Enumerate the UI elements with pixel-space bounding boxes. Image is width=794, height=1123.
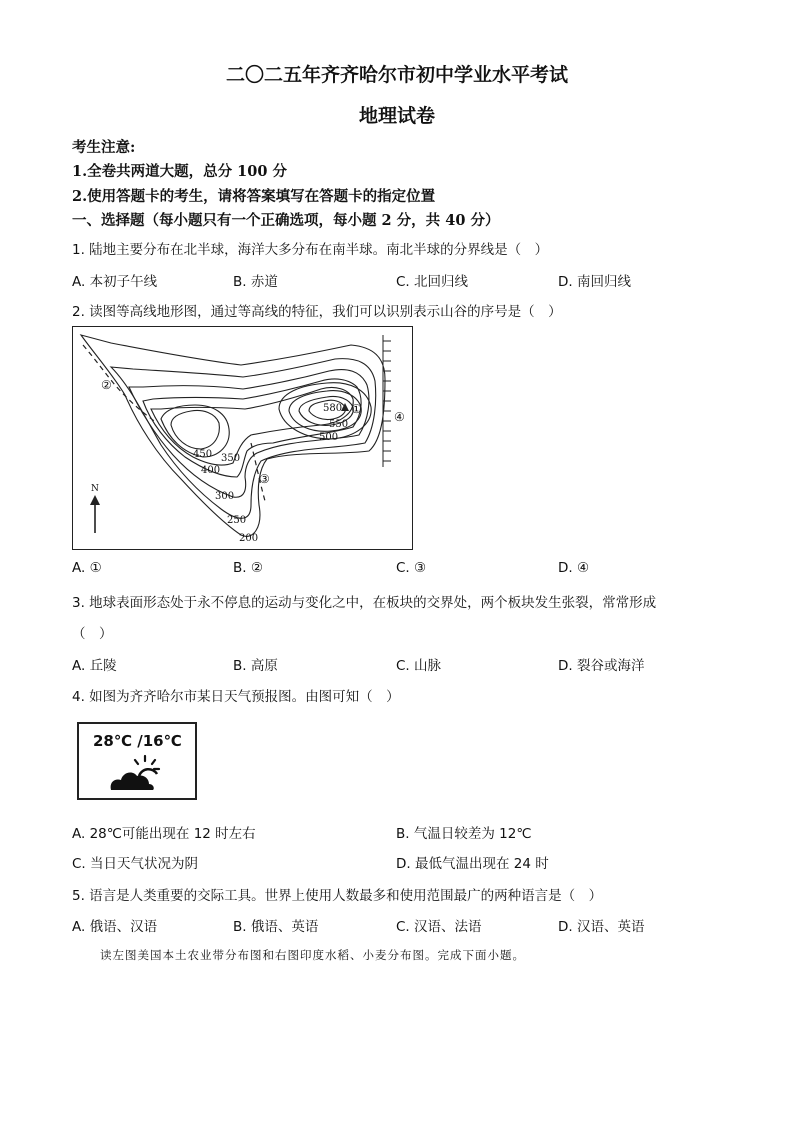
q5-option-d[interactable]: D. 汉语、英语 xyxy=(558,919,645,935)
notice-line-1: 1.全卷共两道大题，总分 100 分 xyxy=(72,163,287,180)
question-3-stem-line1: 3. 地球表面形态处于永不停息的运动与变化之中，在板块的交界处，两个板块发生张裂，常常形成 xyxy=(72,595,657,611)
north-arrow-icon xyxy=(90,495,100,533)
label-250: 250 xyxy=(227,515,247,526)
question-2-stem: 2. 读图等高线地形图，通过等高线的特征，我们可以识别表示山谷的序号是（ ） xyxy=(72,304,562,320)
q3-option-c[interactable]: C. 山脉 xyxy=(396,658,442,674)
notice-heading: 考生注意: xyxy=(72,139,136,156)
label-300: 300 xyxy=(215,491,235,502)
q4-option-d[interactable]: D. 最低气温出现在 24 时 xyxy=(396,856,549,872)
q4-option-b[interactable]: B. 气温日较差为 12℃ xyxy=(396,826,532,842)
question-5-stem: 5. 语言是人类重要的交际工具。世界上使用人数最多和使用范围最广的两种语言是（ ） xyxy=(72,888,603,904)
question-4-stem: 4. 如图为齐齐哈尔市某日天气预报图。由图可知（ ） xyxy=(72,689,400,705)
label-400: 400 xyxy=(201,465,221,476)
q3-option-b[interactable]: B. 高原 xyxy=(233,658,278,674)
marker-2: ② xyxy=(101,378,112,392)
q5-option-c[interactable]: C. 汉语、法语 xyxy=(396,919,482,935)
contour-map xyxy=(72,326,413,550)
marker-1: ① xyxy=(351,402,362,416)
q2-option-a[interactable]: A. ① xyxy=(72,560,102,576)
weather-forecast-card xyxy=(77,722,197,800)
label-550: 550 xyxy=(329,419,349,430)
q4-option-a[interactable]: A. 28℃可能出现在 12 时左右 xyxy=(72,826,256,842)
q2-option-d[interactable]: D. ④ xyxy=(558,560,590,576)
exam-subtitle: 地理试卷 xyxy=(358,105,435,127)
partly-cloudy-icon xyxy=(107,754,167,794)
section-heading: 一、选择题（每小题只有一个正确选项，每小题 2 分，共 40 分） xyxy=(72,212,500,229)
question-3-stem-line2: （ ） xyxy=(72,626,113,642)
q1-option-a[interactable]: A. 本初子午线 xyxy=(72,274,158,290)
notice-line-2: 2.使用答题卡的考生，请将答案填写在答题卡的指定位置 xyxy=(72,188,436,205)
contour-map-svg xyxy=(73,327,414,551)
label-350: 350 xyxy=(221,453,241,464)
exam-title: 二〇二五年齐齐哈尔市初中学业水平考试 xyxy=(225,64,568,86)
label-580: 580 xyxy=(323,403,343,414)
q5-option-b[interactable]: B. 俄语、英语 xyxy=(233,919,319,935)
north-label: N xyxy=(91,484,99,494)
q4-option-c[interactable]: C. 当日天气状况为阴 xyxy=(72,856,199,872)
q5-option-a[interactable]: A. 俄语、汉语 xyxy=(72,919,158,935)
label-450: 450 xyxy=(193,449,213,460)
label-200: 200 xyxy=(239,533,259,544)
reading-instruction: 读左图美国本土农业带分布图和右图印度水稻、小麦分布图。完成下面小题。 xyxy=(100,948,525,962)
q2-option-b[interactable]: B. ② xyxy=(233,560,263,576)
q3-option-a[interactable]: A. 丘陵 xyxy=(72,658,117,674)
marker-4: ④ xyxy=(394,410,405,424)
q1-option-b[interactable]: B. 赤道 xyxy=(233,274,278,290)
q2-option-c[interactable]: C. ③ xyxy=(396,560,427,576)
marker-3: ③ xyxy=(259,472,270,486)
label-500: 500 xyxy=(319,432,339,443)
q1-option-c[interactable]: C. 北回归线 xyxy=(396,274,469,290)
q3-option-d[interactable]: D. 裂谷或海洋 xyxy=(558,658,645,674)
weather-temps: 28℃ /16℃ xyxy=(93,732,182,750)
question-1-stem: 1. 陆地主要分布在北半球，海洋大多分布在南半球。南北半球的分界线是（ ） xyxy=(72,242,549,258)
q1-option-d[interactable]: D. 南回归线 xyxy=(558,274,631,290)
